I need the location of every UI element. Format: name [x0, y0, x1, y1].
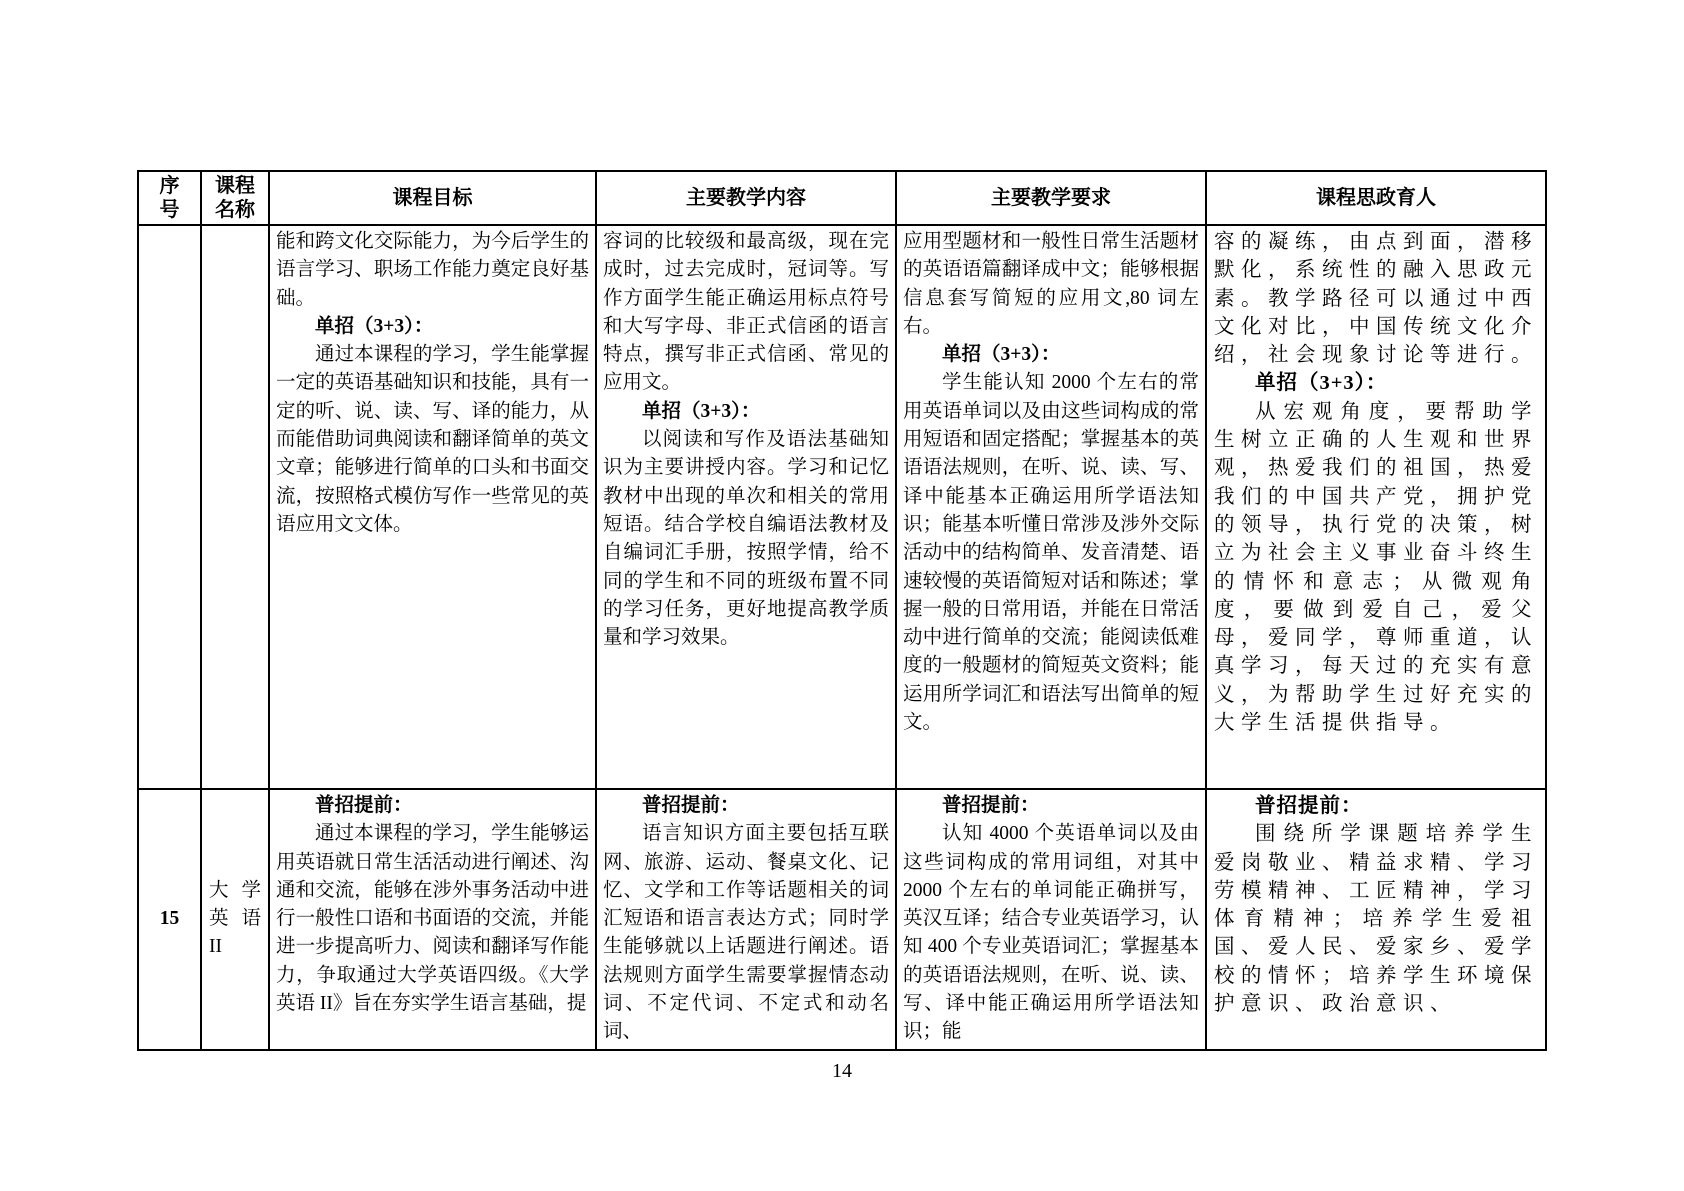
cell-teaching-requirements	[896, 225, 1206, 789]
column-header-content: 主要教学内容	[596, 171, 896, 225]
section-label-danzhao: 单招（3+3）：	[942, 344, 1061, 366]
course-name-line: 英语	[209, 908, 261, 930]
column-header-requirements: 主要教学要求	[896, 171, 1206, 225]
paragraph: 通过本课程的学习，学生能掌握一定的英语基础知识和技能，具有一定的听、说、读、写、译的能力，从而能借助词典阅读和翻译简单的英文文章；能够进行简单的口头和书面交流，按照格式模仿写作一些常见的英语应用文文体。	[276, 344, 589, 535]
section-label-puzhao: 普招提前：	[315, 795, 413, 816]
course-name-cell	[201, 789, 269, 1050]
paragraph: 容词的比较级和最高级，现在完成时，过去完成时，冠词等。写作方面学生能正确运用标点符号和大写字母、非正式信函的语言特点，撰写非正式信函、常见的应用文。	[603, 231, 889, 394]
section-label-puzhao: 普招提前：	[642, 795, 740, 816]
paragraph: 容的凝练，由点到面，潜移默化，系统性的融入思政元素。教学路径可以通过中西文化对比，中国传统文化介绍，社会现象讨论等进行。	[1214, 231, 1538, 367]
cell-objectives	[269, 789, 596, 1050]
column-header-ideology: 课程思政育人	[1206, 171, 1546, 225]
section-label-puzhao: 普招提前：	[942, 795, 1040, 816]
table-row-continuation	[138, 225, 1546, 789]
row-number-cell	[138, 225, 201, 789]
table-row-15	[138, 789, 1546, 1050]
cell-teaching-content	[596, 789, 896, 1050]
section-label-danzhao: 单招（3+3）：	[315, 315, 434, 337]
paragraph: 以阅读和写作及语法基础知识为主要讲授内容。学习和记忆教材中出现的单次和相关的常用短语。结合学校自编语法教材及自编词汇手册，按照学情，给不同的学生和不同的班级布置不同的学习任务，更好地提高教学质量和学习效果。	[603, 429, 889, 649]
column-header-seq: 序 号	[138, 171, 201, 225]
cell-ideology-education	[1206, 789, 1546, 1050]
section-label-danzhao: 单招（3+3）：	[1255, 372, 1388, 395]
cell-teaching-requirements	[896, 789, 1206, 1050]
section-label-danzhao: 单招（3+3）：	[642, 400, 761, 422]
paragraph: 通过本课程的学习，学生能够运用英语就日常生活活动进行阐述、沟通和交流，能够在涉外事务活动中进行一般性口语和书面语的交流，并能进一步提高听力、阅读和翻译写作能力，争取通过大学英语四级。《大学英语 II》旨在夯实学生语言基础，提	[276, 823, 589, 1015]
page-number: 14	[832, 1060, 852, 1082]
section-label-puzhao: 普招提前：	[1255, 795, 1363, 817]
table-header-row	[138, 171, 1546, 225]
paragraph: 从宏观角度，要帮助学生树立正确的人生观和世界观，热爱我们的祖国，热爱我们的中国共产党，拥护党的领导，执行党的决策，树立为社会主义事业奋斗终生的情怀和意志；从微观角度，要做到爱自己，爱父母，爱同学，尊师重道，认真学习，每天过的充实有意义，为帮助学生过好充实的大学生活提供指导。	[1214, 400, 1538, 735]
paragraph: 围绕所学课题培养学生爱岗敬业、精益求精、学习劳模精神、工匠精神，学习体育精神；培养学生爱祖国、爱人民、爱家乡、爱学校的情怀；培养学生环境保护意识、政治意识、	[1214, 823, 1538, 1016]
course-name-line: 大学	[209, 879, 261, 901]
paragraph: 应用型题材和一般性日常生活题材的英语语篇翻译成中文；能够根据信息套写简短的应用文,80 词左右。	[903, 231, 1199, 337]
cell-ideology-education	[1206, 225, 1546, 789]
row-number-cell: 15	[138, 789, 201, 1050]
column-header-course-name: 课程 名称	[201, 171, 269, 225]
column-header-objectives: 课程目标	[269, 171, 596, 225]
cell-teaching-content	[596, 225, 896, 789]
paragraph: 认知 4000 个英语单词以及由这些词构成的常用词组，对其中 2000 个左右的单词能正确拼写，英汉互译；结合专业英语学习，认知 400 个专业英语词汇；掌握基本的英语语法规则，在听、说、读、写、译中能正确运用所学语法知识；能	[903, 823, 1199, 1043]
cell-objectives	[269, 225, 596, 789]
paragraph: 学生能认知 2000 个左右的常用英语单词以及由这些词构成的常用短语和固定搭配；掌握基本的英语语法规则，在听、说、读、写、译中能基本正确运用所学语法知识；能基本听懂日常涉及涉外交际活动中的结构简单、发音清楚、语速较慢的英语简短对话和陈述；掌握一般的日常用语，并能在日常活动中进行简单的交流；能阅读低难度的一般题材的简短英文资料；能运用所学词汇和语法写出简单的短文。	[903, 372, 1199, 734]
course-name-cell	[201, 225, 269, 789]
course-syllabus-table	[137, 170, 1547, 1051]
paragraph: 语言知识方面主要包括互联网、旅游、运动、餐桌文化、记忆、文学和工作等话题相关的词汇短语和语言表达方式；同时学生能够就以上话题进行阐述。语法规则方面学生需要掌握情态动词、不定代词、不定式和动名词、	[603, 823, 889, 1043]
course-name-line: II	[209, 936, 222, 958]
paragraph: 能和跨文化交际能力，为今后学生的语言学习、职场工作能力奠定良好基础。	[276, 231, 589, 309]
